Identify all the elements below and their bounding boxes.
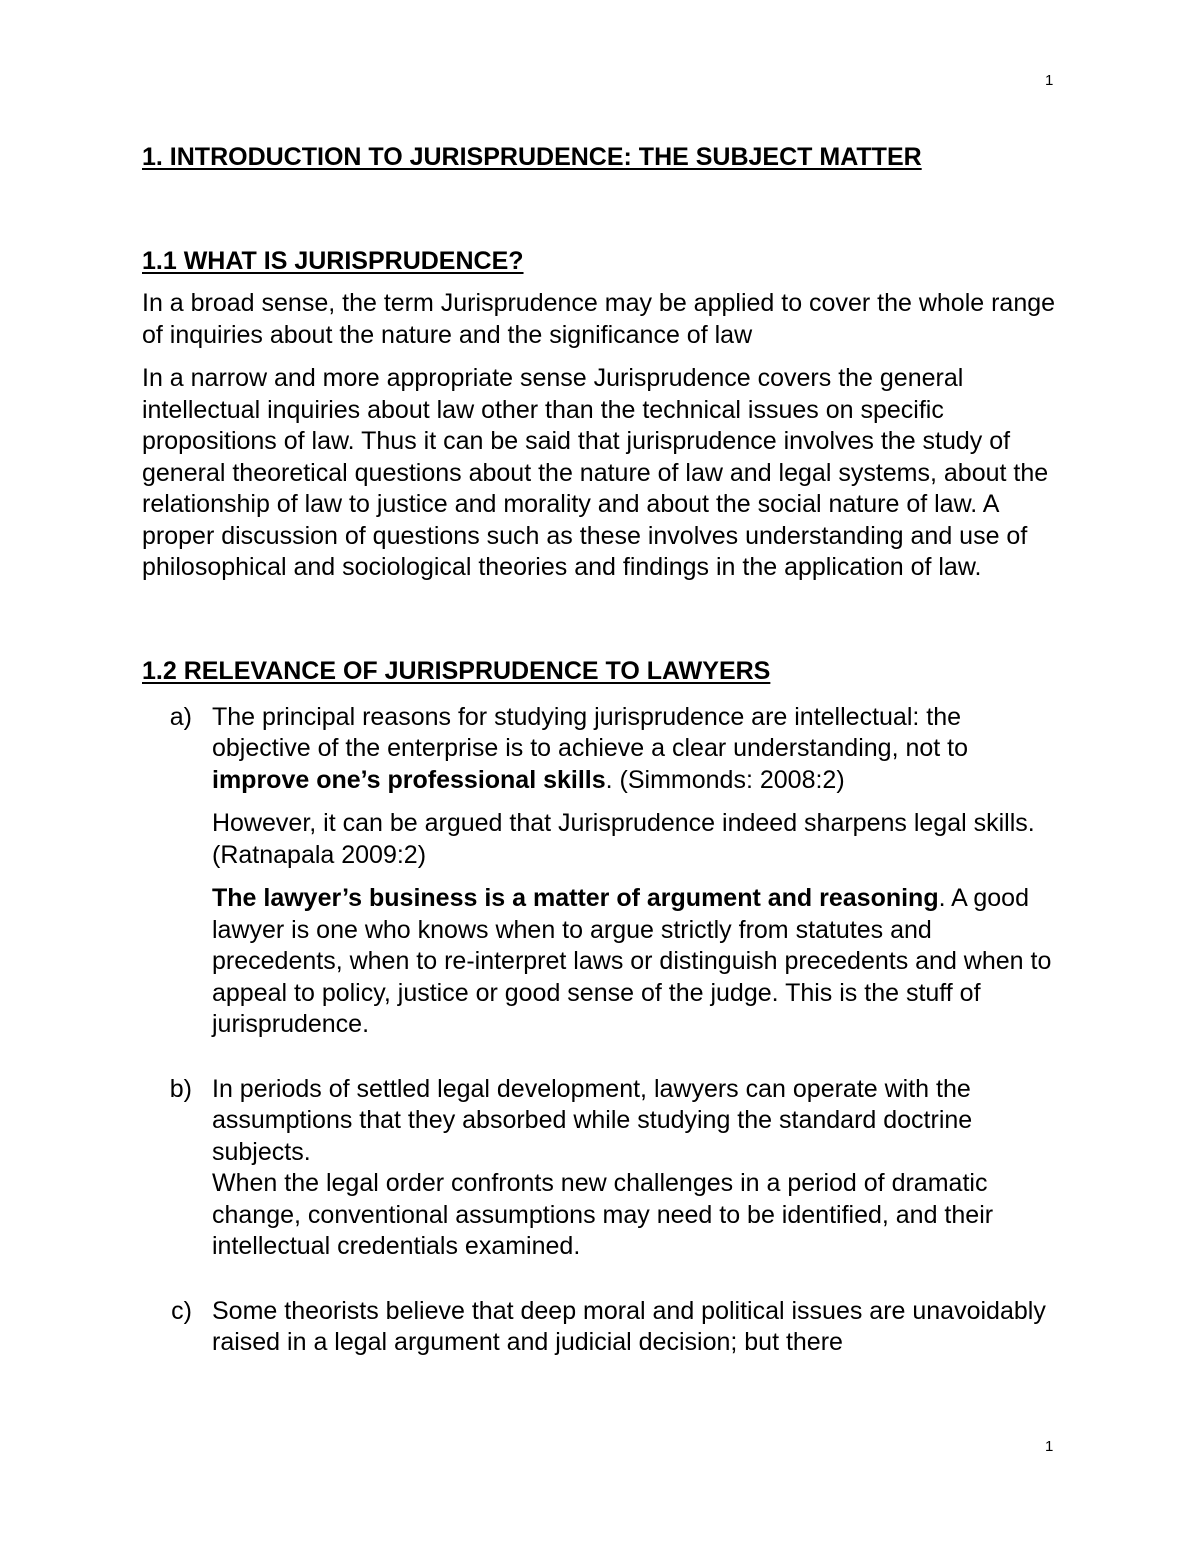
paragraph-narrow-sense: In a narrow and more appropriate sense Jurisprudence covers the general intellectual inquiries about law other than the technical issues on specific propositions of law. Thus it can be said that jurisprudence involves the study of general theoretical questions about the nature of law and legal systems, about the relationship of law to justice and morality and about the social nature of law. A proper discussion of questions such as these involves understanding and use of philosophical and sociological theories and findings in the application of law. <box>142 364 1049 581</box>
item-a-paragraph-1 <box>212 702 1062 797</box>
item-a-paragraph-3 <box>212 883 1062 1041</box>
document-body <box>142 140 1062 1359</box>
relevance-list <box>142 702 1062 1359</box>
item-a-text-1-end: . (Simmonds: 2008:2) <box>605 765 845 794</box>
item-a-bold-3: The lawyer’s business is a matter of argument and reasoning <box>212 884 939 912</box>
list-marker-b: b) <box>169 1074 192 1103</box>
item-b-paragraph-2: When the legal order confronts new challenges in a period of dramatic change, conventional assumptions may need to be identified, and their intellectual credentials examined. <box>212 1169 994 1260</box>
list-marker-a: a) <box>169 702 192 731</box>
item-a-bold-1: improve one’s professional skills <box>212 765 606 794</box>
footer-page-number: 1 <box>1045 1438 1054 1455</box>
item-a-text-3: . A good lawyer is one who knows when to argue strictly from statutes and precedents, when to re-interpret laws or distinguish precedents and when to appeal to policy, justice or good sense of the judge. This is the stuff of jurisprudence. <box>212 884 1052 1038</box>
list-marker-c: c) <box>171 1296 192 1325</box>
list-item-a <box>142 702 1062 1041</box>
paragraph-broad-sense: In a broad sense, the term Jurisprudence may be applied to cover the whole range of inquiries about the nature and the significance of law <box>142 289 1056 349</box>
item-a-text-1: The principal reasons for studying jurisprudence are intellectual: the objective of the enterprise is to achieve a clear understanding, not to <box>212 702 969 762</box>
document-title: 1. INTRODUCTION TO JURISPRUDENCE: THE SUBJECT MATTER <box>142 143 922 171</box>
item-b-paragraph-1: In periods of settled legal development, lawyers can operate with the assumptions that they absorbed while studying the standard doctrine subjects. <box>212 1074 973 1166</box>
section-heading-1-2: 1.2 RELEVANCE OF JURISPRUDENCE TO LAWYERS <box>142 656 771 685</box>
list-item-b <box>142 1074 1062 1263</box>
item-a-paragraph-2: However, it can be argued that Jurisprudence indeed sharpens legal skills. (Ratnapala 2009:2) <box>212 809 1035 869</box>
item-c-paragraph-1: Some theorists believe that deep moral and political issues are unavoidably raised in a legal argument and judicial decision; but there <box>212 1296 1046 1356</box>
list-item-c <box>142 1296 1062 1359</box>
header-page-number: 1 <box>1045 72 1054 89</box>
section-heading-1-1: 1.1 WHAT IS JURISPRUDENCE? <box>142 247 524 275</box>
